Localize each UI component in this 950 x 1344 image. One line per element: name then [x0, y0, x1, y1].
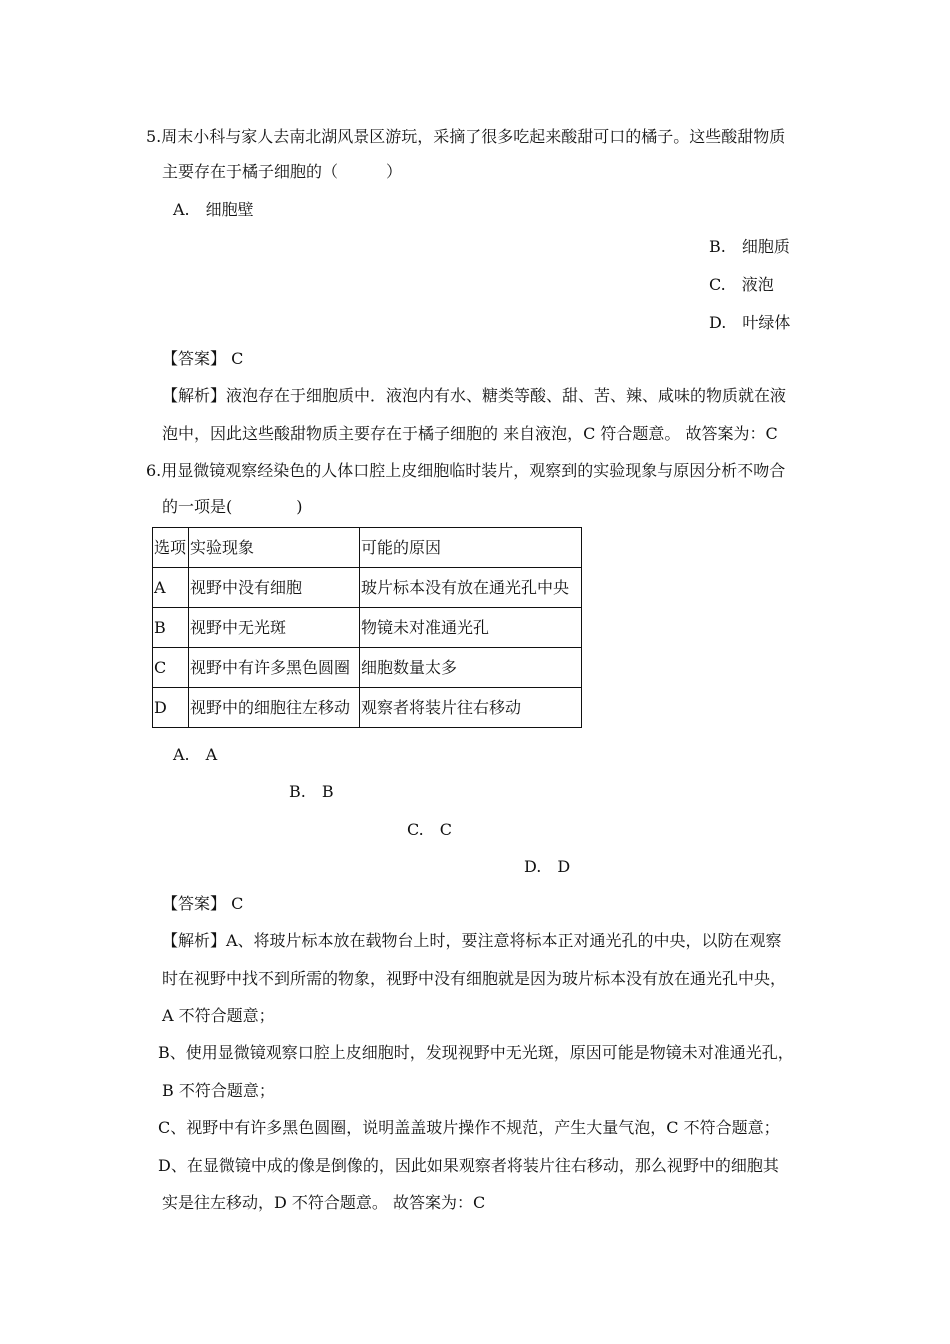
table-row — [153, 648, 582, 688]
q6-analysis-line: 实是往左移动，D 不符合题意。 故答案为：C — [162, 1193, 486, 1212]
q6-analysis-line: D、在显微镜中成的像是倒像的，因此如果观察者将装片往右移动，那么视野中的细胞其 — [158, 1156, 779, 1175]
q6-stem-line2: 的一项是( ) — [162, 497, 303, 516]
table-row — [153, 688, 582, 728]
table-cell: 视野中的细胞往左移动 — [189, 688, 360, 728]
q6-analysis-line: 时在视野中找不到所需的物象，视野中没有细胞就是因为玻片标本没有放在通光孔中央， — [162, 969, 787, 988]
q6-option-b: B. B — [289, 782, 334, 801]
q5-option-c: C. 液泡 — [709, 275, 774, 294]
q6-answer: 【答案】 C — [162, 894, 244, 913]
q6-option-d: D. D — [524, 857, 571, 876]
table-row — [153, 608, 582, 648]
q6-analysis-line: A 不符合题意； — [162, 1006, 275, 1025]
table-cell: C — [153, 648, 189, 688]
q5-option-a: A. 细胞壁 — [173, 200, 254, 219]
q5-analysis-line2: 泡中，因此这些酸甜物质主要存在于橘子细胞的 来自液泡，C 符合题意。 故答案为：C — [162, 424, 778, 443]
q6-analysis-line: C、视野中有许多黑色圆圈，说明盖盖玻片操作不规范，产生大量气泡，C 不符合题意； — [158, 1118, 780, 1137]
q6-option-a: A. A — [173, 745, 218, 764]
table-cell: 视野中无光斑 — [189, 608, 360, 648]
table-cell: 观察者将装片往右移动 — [360, 688, 582, 728]
q5-answer: 【答案】 C — [162, 349, 244, 368]
q5-stem-line1: 5.周末小科与家人去南北湖风景区游玩，采摘了很多吃起来酸甜可口的橘子。这些酸甜物质 — [146, 127, 786, 146]
q6-stem-line1: 6.用显微镜观察经染色的人体口腔上皮细胞临时装片，观察到的实验现象与原因分析不吻合 — [146, 461, 786, 480]
q5-analysis-line1: 【解析】液泡存在于细胞质中．液泡内有水、糖类等酸、甜、苦、辣、咸味的物质就在液 — [162, 386, 787, 405]
table-cell: D — [153, 688, 189, 728]
table-row — [153, 568, 582, 608]
q5-stem-line2: 主要存在于橘子细胞的（ ） — [162, 162, 403, 181]
table-cell: 视野中有许多黑色圆圈 — [189, 648, 360, 688]
table-cell: 视野中没有细胞 — [189, 568, 360, 608]
table-cell: 细胞数量太多 — [360, 648, 582, 688]
q6-analysis-line: 【解析】A、将玻片标本放在载物台上时，要注意将标本正对通光孔的中央，以防在观察 — [162, 931, 782, 950]
table-cell: B — [153, 608, 189, 648]
table-cell: 玻片标本没有放在通光孔中央 — [360, 568, 582, 608]
table-cell: 物镜未对准通光孔 — [360, 608, 582, 648]
q6-table — [152, 527, 582, 728]
table-header-cell: 可能的原因 — [360, 528, 582, 568]
table-cell: A — [153, 568, 189, 608]
q6-option-c: C. C — [407, 820, 453, 839]
q5-option-b: B. 细胞质 — [709, 237, 790, 256]
table-header-cell: 实验现象 — [189, 528, 360, 568]
q6-analysis-line: B、使用显微镜观察口腔上皮细胞时，发现视野中无光斑，原因可能是物镜未对准通光孔， — [158, 1043, 794, 1062]
table-header-cell: 选项 — [153, 528, 189, 568]
q5-option-d: D. 叶绿体 — [709, 313, 791, 332]
q6-analysis-line: B 不符合题意； — [162, 1081, 275, 1100]
table-header-row — [153, 528, 582, 568]
